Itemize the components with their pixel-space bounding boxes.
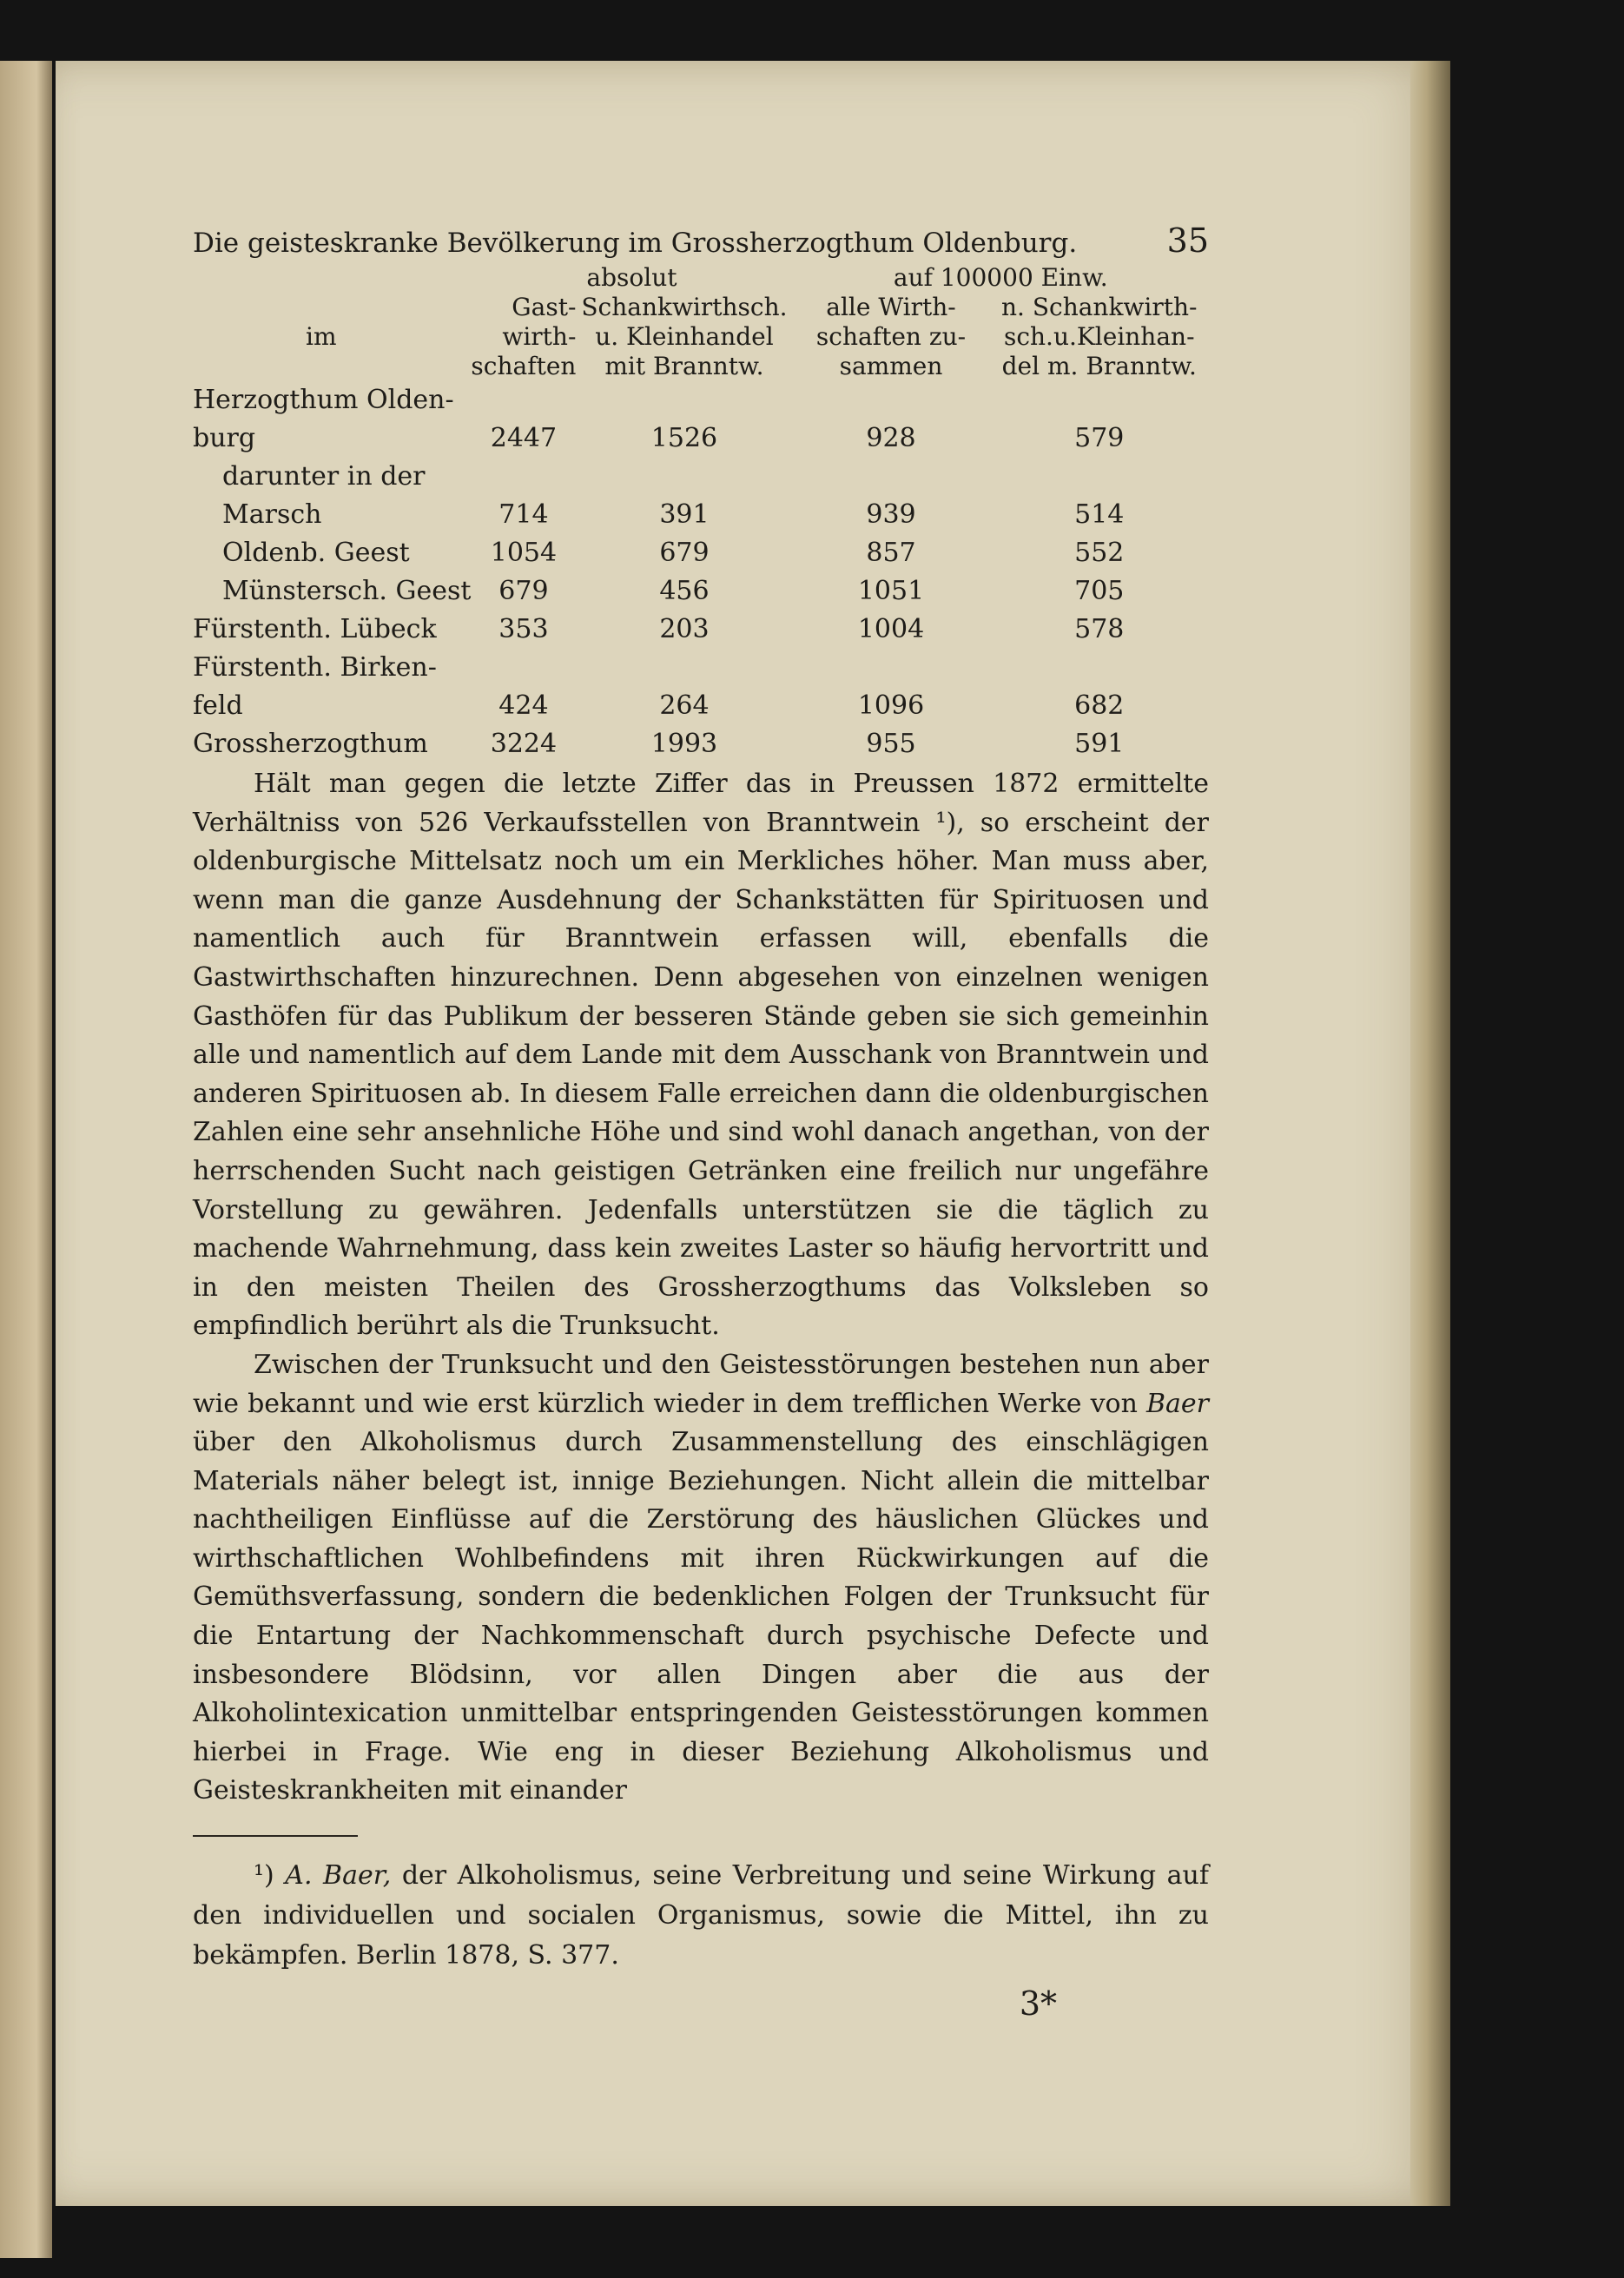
- table-row: [193, 381, 1209, 419]
- cell: [793, 649, 990, 687]
- table-row: [193, 649, 1209, 687]
- cell: 578: [1074, 614, 1125, 644]
- cell: 353: [498, 614, 549, 644]
- page-content: [193, 221, 1209, 2023]
- facing-page-edge: [0, 61, 52, 2258]
- footnote-author: A. Baer,: [285, 1860, 392, 1892]
- row-label: Fürstenth. Lübeck: [193, 614, 437, 644]
- cell: 424: [498, 690, 549, 721]
- cell: [471, 458, 576, 496]
- cell: 552: [1074, 538, 1125, 568]
- row-label: Münstersch. Geest: [222, 576, 472, 606]
- cell: [989, 649, 1209, 687]
- cell: 391: [659, 499, 710, 530]
- cell: 1051: [857, 576, 925, 606]
- column-header-gastwirthschaften: Gast- wirth- schaften: [471, 293, 577, 380]
- paragraph-2: [193, 1346, 1209, 1811]
- cell: [989, 458, 1209, 496]
- row-label: Fürstenth. Birken-: [193, 652, 437, 683]
- cell: 714: [498, 499, 549, 530]
- paragraph-2-text-a: Zwischen der Trunksucht und den Geistesstörungen bestehen nun aber wie bekannt und wie erst kürzlich wieder in dem trefflichen Werke von: [193, 1349, 1209, 1419]
- cell: 857: [866, 538, 916, 568]
- row-label: Herzogthum Olden-: [193, 385, 454, 415]
- cell: [793, 381, 990, 419]
- cell: 264: [659, 690, 710, 721]
- page-number: 35: [1166, 221, 1209, 260]
- cell: [576, 458, 792, 496]
- running-head-title: Die geisteskranke Bevölkerung im Grossherzogthum Oldenburg.: [193, 228, 1078, 259]
- cell: 679: [498, 576, 549, 606]
- cell: 1004: [857, 614, 925, 644]
- cell: [576, 381, 792, 419]
- cell: [471, 381, 576, 419]
- cell: 682: [1074, 690, 1125, 721]
- table-column-header-row: [193, 293, 1209, 381]
- footnote-marker: ¹): [254, 1860, 274, 1892]
- page-fore-edge: [1410, 61, 1450, 2206]
- cell: 705: [1074, 576, 1125, 606]
- paragraph-1: Hält man gegen die letzte Ziffer das in Preussen 1872 ermittelte Verhältniss von 526 Verkaufsstellen von Branntwein ¹), so erscheint der oldenburgische Mittelsatz noch um ein Merkliches höher. Man muss aber, wenn man die ganze Ausdehnung der Schankstätten für Spirituosen und namentlich auch für Branntwein erfassen will, ebenfalls die Gastwirthschaften hinzurechnen. Denn abgesehen von einzelnen wenigen Gasthöfen für das Publikum der besseren Stände geben sie sich gemeinhin alle und namentlich auf dem Lande mit dem Ausschank von Branntwein und anderen Spirituosen ab. In diesem Falle erreichen dann die oldenburgischen Zahlen eine sehr ansehnliche Höhe und sind wohl danach angethan, von der herrschenden Sucht nach geistigen Getränken eine freilich nur ungefähre Vorstellung zu gewähren. Jedenfalls unterstützen sie die täglich zu machende Wahrnehmung, dass kein zweites Laster so häufig hervortritt und in den meisten Theilen des Grossherzogthums das Volksleben so empfindlich berührt als die Trunksucht.: [193, 769, 1209, 1342]
- row-label: Marsch: [222, 499, 322, 530]
- table-row: [193, 725, 1209, 763]
- table-row: [193, 611, 1209, 649]
- row-label: Grossherzogthum: [193, 729, 428, 759]
- cell: 939: [866, 499, 916, 530]
- cell: 579: [1074, 423, 1125, 453]
- signature-mark: 3*: [1019, 1984, 1057, 2024]
- cell: 2447: [490, 423, 558, 453]
- table-row: [193, 534, 1209, 572]
- row-label: Oldenb. Geest: [222, 538, 410, 568]
- cell: [989, 381, 1209, 419]
- cell: 1993: [650, 729, 718, 759]
- column-header-alle-wirthschaften: alle Wirth- schaften zu- sammen: [815, 293, 967, 380]
- row-label: darunter in der: [222, 461, 426, 492]
- cell: [471, 649, 576, 687]
- table-group-header-row: [193, 263, 1209, 293]
- cell: 1096: [857, 690, 925, 721]
- running-head: [193, 221, 1209, 260]
- statistics-table: [193, 263, 1209, 763]
- cell: [793, 458, 990, 496]
- column-header-schankwirthsch-per-100000: n. Schankwirth- sch.u.Kleinhan- del m. Branntw.: [1001, 293, 1198, 380]
- cell: 514: [1074, 499, 1125, 530]
- group-header-absolut: absolut: [586, 263, 677, 292]
- cell: [576, 649, 792, 687]
- footnote-rule: [193, 1835, 358, 1837]
- cell: 456: [659, 576, 710, 606]
- table-row: [193, 572, 1209, 611]
- table-row: [193, 458, 1209, 496]
- column-header-schankwirthschaften: Schankwirthsch. u. Kleinhandel mit Branntw.: [581, 293, 788, 380]
- column-header-im: im: [306, 322, 337, 351]
- row-label: feld: [193, 690, 243, 721]
- cell: 955: [866, 729, 916, 759]
- footnote-text: der Alkoholismus, seine Verbreitung und seine Wirkung auf den individuellen und socialen Organismus, sowie die Mittel, ihn zu bekämpfen. Berlin 1878, S. 377.: [193, 1860, 1209, 1971]
- cited-author: Baer: [1145, 1388, 1209, 1419]
- cell: 3224: [490, 729, 558, 759]
- cell: 928: [866, 423, 916, 453]
- paragraph-2-text-b: über den Alkoholismus durch Zusammenstellung des einschlägigen Materials näher belegt ist, innige Beziehungen. Nicht allein die mittelbar nachtheiligen Einflüsse auf die Zerstörung des häuslichen Glückes und wirthschaftlichen Wohlbefindens mit ihren Rückwirkungen auf die Gemüthsverfassung, sondern die bedenklichen Folgen der Trunksucht für die Entartung der Nachkommenschaft durch psychische Defecte und insbesondere Blödsinn, vor allen Dingen aber die aus der Alkoholintexication unmittelbar entspringenden Geistesstörungen kommen hierbei in Frage. Wie eng in dieser Beziehung Alkoholismus und Geisteskrankheiten mit einander: [193, 1427, 1209, 1806]
- footnote: [193, 1856, 1209, 1976]
- cell: 203: [659, 614, 710, 644]
- row-label: burg: [193, 423, 256, 453]
- cell: 1526: [650, 423, 718, 453]
- cell: 1054: [490, 538, 558, 568]
- table-row: [193, 687, 1209, 725]
- cell: 679: [659, 538, 710, 568]
- group-header-per-100000: auf 100000 Einw.: [893, 263, 1108, 292]
- cell: 591: [1074, 729, 1125, 759]
- table-row: [193, 496, 1209, 534]
- table-row: [193, 419, 1209, 458]
